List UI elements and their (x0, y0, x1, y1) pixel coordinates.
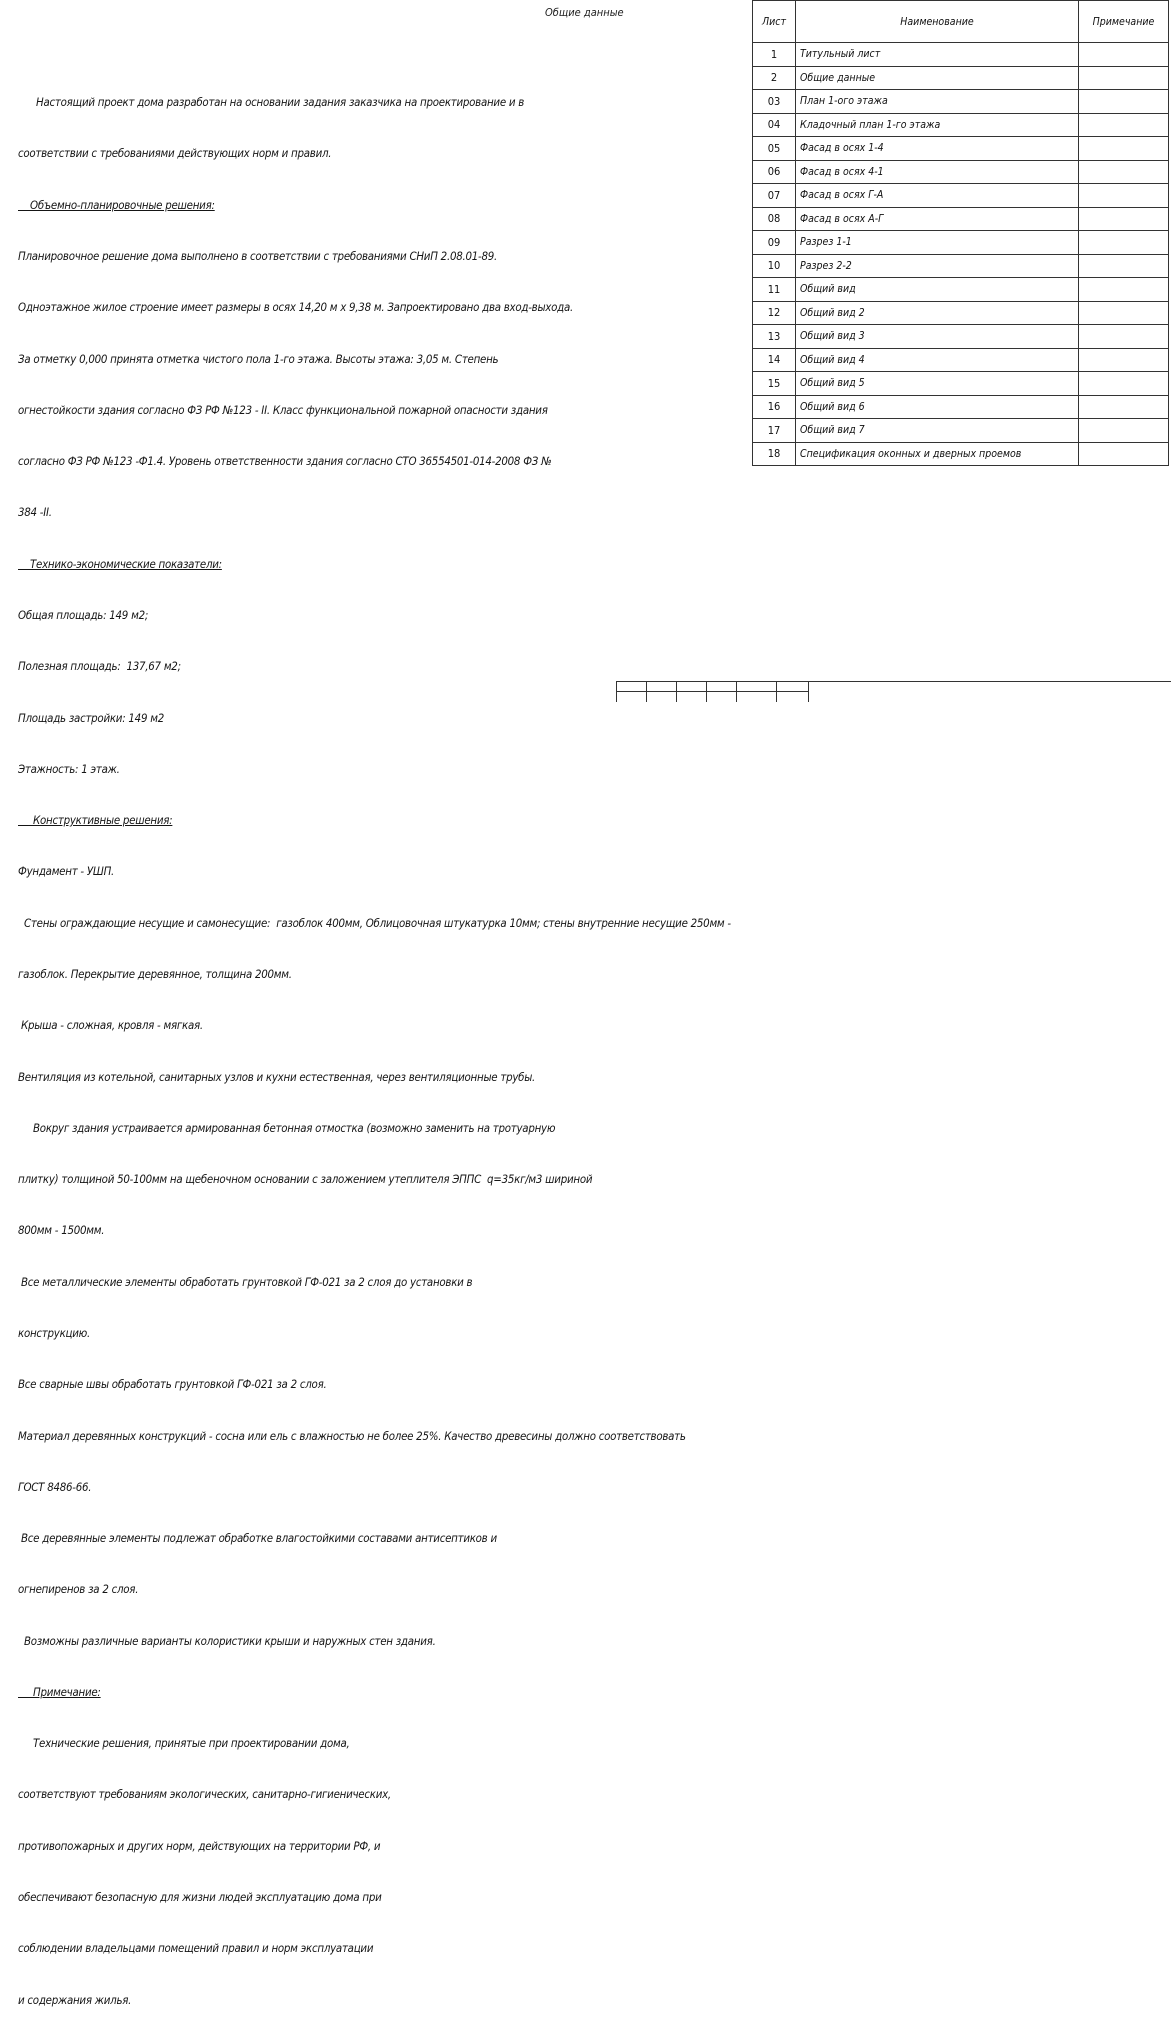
sheet-note (1079, 278, 1169, 302)
column-header-name: Наименование (796, 1, 1079, 43)
text-line: За отметку 0,000 принята отметка чистого пола 1-го этажа. Высоты этажа: 3,05 м. Степень (18, 351, 499, 366)
table-row (753, 301, 1169, 325)
text-line: Все сварные швы обработать грунтовкой ГФ-021 за 2 слоя. (18, 1377, 327, 1392)
sheet-note (1079, 66, 1169, 90)
table-row (753, 66, 1169, 90)
sheet-name: Титульный лист (796, 43, 1079, 67)
table-row (753, 325, 1169, 349)
table-row (753, 137, 1169, 161)
sheet-name: Общий вид 7 (796, 419, 1079, 443)
section-heading-indicators: Технико-экономические показатели: (18, 556, 222, 571)
text-line: 800мм - 1500мм. (18, 1223, 105, 1238)
table-row (753, 348, 1169, 372)
title-block-grid (616, 681, 808, 702)
sheet-note (1079, 160, 1169, 184)
text-line: конструкцию. (18, 1325, 91, 1340)
table-row (753, 419, 1169, 443)
text-line: соответствии с требованиями действующих норм и правил. (18, 146, 332, 161)
sheet-number: 14 (753, 348, 796, 372)
sheet-name: Общий вид 3 (796, 325, 1079, 349)
sheet-note (1079, 137, 1169, 161)
text-line: и содержания жилья. (18, 1992, 132, 2007)
table-row (753, 207, 1169, 231)
text-line: огнепиренов за 2 слоя. (18, 1582, 139, 1597)
sheet-name: Общий вид (796, 278, 1079, 302)
text-line: Этажность: 1 этаж. (18, 761, 120, 776)
sheet-name: Фасад в осях 1-4 (796, 137, 1079, 161)
table-row (753, 43, 1169, 67)
sheet-note (1079, 301, 1169, 325)
sheet-name: Разрез 2-2 (796, 254, 1079, 278)
table-row (753, 184, 1169, 208)
section-heading-structural: Конструктивные решения: (18, 813, 173, 828)
sheet-number: 04 (753, 113, 796, 137)
text-line: соблюдении владельцами помещений правил и норм эксплуатации (18, 1941, 374, 1956)
sheet-note (1079, 348, 1169, 372)
sheet-note (1079, 325, 1169, 349)
text-line: согласно ФЗ РФ №123 -Ф1.4. Уровень ответственности здания согласно СТО 36554501-014-2008 ФЗ № (18, 454, 552, 469)
sheet-note (1079, 419, 1169, 443)
sheet-note (1079, 113, 1169, 137)
text-line: Все металлические элементы обработать грунтовкой ГФ-021 за 2 слоя до установки в (18, 1274, 473, 1289)
sheet-name: Общий вид 2 (796, 301, 1079, 325)
text-line: Все деревянные элементы подлежат обработке влагостойкими составами антисептиков и (18, 1531, 497, 1546)
table-row (753, 254, 1169, 278)
table-header-row (753, 1, 1169, 43)
table-row (753, 395, 1169, 419)
text-line: огнестойкости здания согласно ФЗ РФ №123 - II. Класс функциональной пожарной опасности здания (18, 402, 548, 417)
sheet-name: Спецификация оконных и дверных проемов (796, 442, 1079, 466)
sheet-number: 2 (753, 66, 796, 90)
section-heading-note: Примечание: (18, 1684, 101, 1699)
table-row (753, 90, 1169, 114)
sheet-number: 13 (753, 325, 796, 349)
sheet-title: Общие данные (545, 6, 624, 19)
text-line: Полезная площадь: 137,67 м2; (18, 659, 181, 674)
text-line: Технические решения, принятые при проектировании дома, (18, 1736, 350, 1751)
sheet-number: 12 (753, 301, 796, 325)
sheet-number: 09 (753, 231, 796, 255)
sheet-note (1079, 207, 1169, 231)
text-line: Общая площадь: 149 м2; (18, 608, 149, 622)
table-row (753, 160, 1169, 184)
sheet-number: 16 (753, 395, 796, 419)
text-line: плитку) толщиной 50-100мм на щебеночном основании с заложением утеплителя ЭППС q=35кг/м3 шириной (18, 1172, 593, 1187)
sheet-note (1079, 442, 1169, 466)
table-row (753, 231, 1169, 255)
sheet-number: 08 (753, 207, 796, 231)
text-line: Крыша - сложная, кровля - мягкая. (18, 1018, 203, 1033)
text-line: Планировочное решение дома выполнено в соответствии с требованиями СНиП 2.08.01-89. (18, 249, 498, 264)
title-block-main (808, 681, 1171, 702)
text-line: Стены ограждающие несущие и самонесущие: газоблок 400мм, Облицовочная штукатурка 10мм; стены внутренние несущие 250мм - (18, 915, 731, 930)
text-line: Возможны различные варианты колористики крыши и наружных стен здания. (18, 1633, 436, 1648)
sheet-number: 1 (753, 43, 796, 67)
text-line: Настоящий проект дома разработан на основании задания заказчика на проектирование и в (18, 95, 525, 110)
sheet-name: Кладочный план 1-го этажа (796, 113, 1079, 137)
sheet-number: 10 (753, 254, 796, 278)
sheet-name: Общий вид 5 (796, 372, 1079, 396)
sheet-list-table (752, 0, 1169, 466)
sheet-number: 06 (753, 160, 796, 184)
sheet-note (1079, 90, 1169, 114)
sheet-note (1079, 231, 1169, 255)
sheet-note (1079, 43, 1169, 67)
text-line: соответствуют требованиям экологических, санитарно-гигиенических, (18, 1787, 391, 1802)
sheet-name: План 1-ого этажа (796, 90, 1079, 114)
sheet-name: Фасад в осях 4-1 (796, 160, 1079, 184)
sheet-note (1079, 254, 1169, 278)
sheet-number: 15 (753, 372, 796, 396)
sheet-number: 18 (753, 442, 796, 466)
sheet-number: 11 (753, 278, 796, 302)
sheet-name: Общий вид 4 (796, 348, 1079, 372)
text-line: ГОСТ 8486-66. (18, 1479, 92, 1494)
text-line: 384 -II. (18, 505, 52, 520)
sheet-note (1079, 395, 1169, 419)
sheet-note (1079, 372, 1169, 396)
column-header-note: Примечание (1079, 1, 1169, 43)
table-row (753, 278, 1169, 302)
general-notes-text (18, 60, 731, 2026)
text-line: Одноэтажное жилое строение имеет размеры в осях 14,20 м х 9,38 м. Запроектировано два вход-выхода. (18, 300, 574, 315)
sheet-name: Фасад в осях Г-А (796, 184, 1079, 208)
sheet-name: Общие данные (796, 66, 1079, 90)
sheet-number: 03 (753, 90, 796, 114)
text-line: обеспечивают безопасную для жизни людей эксплуатацию дома при (18, 1890, 382, 1905)
column-header-sheet: Лист (753, 1, 796, 43)
sheet-number: 17 (753, 419, 796, 443)
text-line: Материал деревянных конструкций - сосна или ель с влажностью не более 25%. Качество древесины должно соответствовать (18, 1428, 686, 1443)
sheet-number: 07 (753, 184, 796, 208)
sheet-name: Разрез 1-1 (796, 231, 1079, 255)
text-line: противопожарных и других норм, действующих на территории РФ, и (18, 1838, 381, 1853)
sheet-name: Общий вид 6 (796, 395, 1079, 419)
text-line: Вентиляция из котельной, санитарных узлов и кухни естественная, через вентиляционные трубы. (18, 1069, 536, 1084)
sheet-note (1079, 184, 1169, 208)
sheet-number: 05 (753, 137, 796, 161)
text-line: Фундамент - УШП. (18, 864, 115, 879)
text-line: газоблок. Перекрытие деревянное, толщина 200мм. (18, 966, 292, 981)
table-row (753, 442, 1169, 466)
text-line: Площадь застройки: 149 м2 (18, 710, 164, 725)
table-row (753, 372, 1169, 396)
sheet-name: Фасад в осях А-Г (796, 207, 1079, 231)
section-heading-space-planning: Объемно-планировочные решения: (18, 197, 215, 212)
table-row (753, 113, 1169, 137)
text-line: Вокруг здания устраивается армированная бетонная отмостка (возможно заменить на тротуарную (18, 1120, 556, 1135)
